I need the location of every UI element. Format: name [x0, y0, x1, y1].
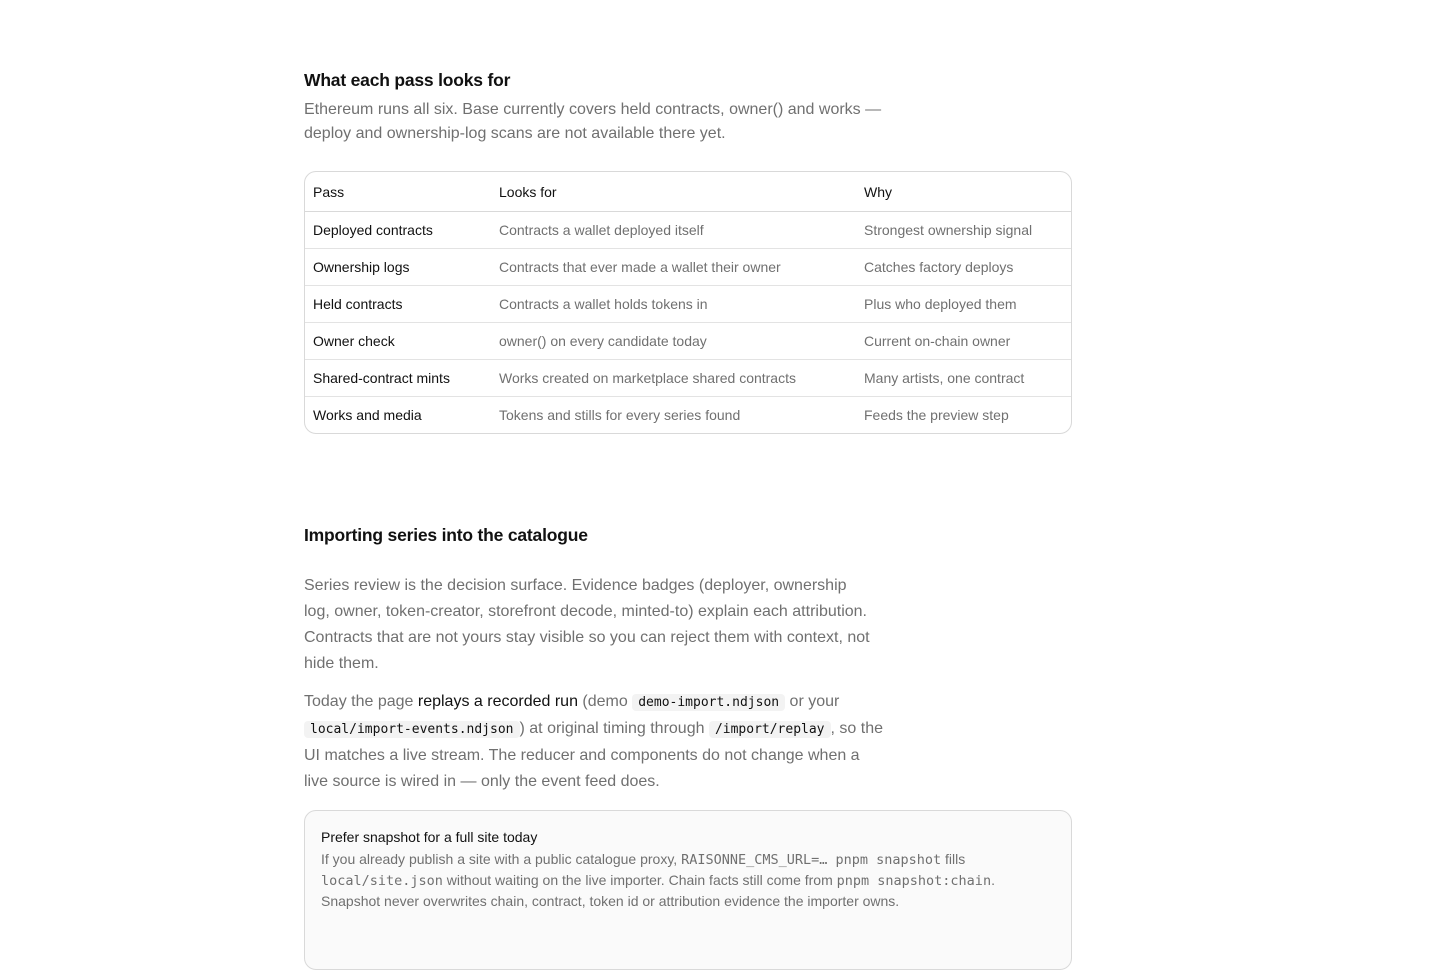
text-run: If you already publish a site with a public catalogue proxy,: [321, 851, 682, 867]
text-run: ) at original timing through: [519, 720, 709, 737]
table-row: [305, 323, 1071, 360]
inline-code: /import/replay: [709, 721, 831, 738]
cell-looks-for: Contracts a wallet deployed itself: [491, 212, 856, 249]
snapshot-callout: [304, 810, 1072, 970]
cell-looks-for: Contracts that ever made a wallet their owner: [491, 249, 856, 286]
import-paragraph-1: Series review is the decision surface. Evidence badges (deployer, ownership log, owner, token-creator, storefront decode, minted-to) explain each attribution. Contracts that are not yours stay visible so you can reject them with context, not hide them.: [304, 577, 870, 672]
cell-looks-for: Tokens and stills for every series found: [499, 407, 741, 423]
passes-intro: Ethereum runs all six. Base currently covers held contracts, owner() and works — deploy and ownership-log scans are not available there yet.: [304, 101, 882, 142]
cell-pass: Owner check: [305, 323, 491, 360]
table-row: [305, 397, 1071, 434]
cell-pass: Held contracts: [305, 286, 491, 323]
table-header-row: [305, 172, 1071, 212]
section-title-passes: What each pass looks for: [304, 70, 511, 90]
cell-pass: Deployed contracts: [305, 212, 491, 249]
callout-title: Prefer snapshot for a full site today: [321, 829, 538, 845]
table-row: [305, 360, 1071, 397]
cell-why: Many artists, one contract: [856, 360, 1071, 397]
column-header-looks-for: Looks for: [491, 172, 856, 212]
import-paragraph-2: [304, 689, 884, 795]
text-run: without waiting on the live importer. Chain facts still come from: [442, 872, 837, 888]
cell-why: Plus who deployed them: [856, 286, 1071, 323]
table-row: [305, 212, 1071, 249]
column-header-pass: Pass: [305, 172, 491, 212]
cell-pass: Works and media: [313, 407, 422, 423]
cell-why: Current on-chain owner: [856, 323, 1071, 360]
text-run: or your: [785, 693, 840, 710]
cell-why: Feeds the preview step: [864, 407, 1009, 423]
column-header-why: Why: [856, 172, 1071, 212]
cell-pass: Ownership logs: [305, 249, 491, 286]
cell-pass: Shared-contract mints: [305, 360, 491, 397]
text-run: Today the page: [304, 693, 418, 710]
passes-table: [304, 171, 1072, 434]
table-row: [305, 249, 1071, 286]
section-title-importing: Importing series into the catalogue: [304, 525, 588, 545]
callout-body: [321, 849, 1055, 911]
text-run: , so the UI matches a live stream. The reducer and components do not change when a live source is wired in — only the event feed does.: [304, 720, 883, 790]
cell-looks-for: owner() on every candidate today: [491, 323, 856, 360]
cell-looks-for: Contracts a wallet holds tokens in: [491, 286, 856, 323]
text-run: fills: [941, 851, 966, 867]
inline-code: RAISONNE_CMS_URL=… pnpm snapshot: [681, 852, 942, 868]
inline-code: local/site.json: [321, 873, 443, 889]
inline-code: local/import-events.ndjson: [304, 721, 520, 738]
table-row: [305, 286, 1071, 323]
text-run: (demo: [577, 693, 633, 710]
cell-why: Catches factory deploys: [856, 249, 1071, 286]
text-run: . Snapshot never overwrites chain, contract, token id or attribution evidence the importer owns.: [321, 872, 995, 909]
inline-code: demo-import.ndjson: [632, 694, 785, 711]
inline-code: pnpm snapshot:chain: [836, 873, 992, 889]
cell-why: Strongest ownership signal: [856, 212, 1071, 249]
cell-looks-for: Works created on marketplace shared contracts: [491, 360, 856, 397]
emphasis-text: replays a recorded run: [417, 693, 578, 710]
